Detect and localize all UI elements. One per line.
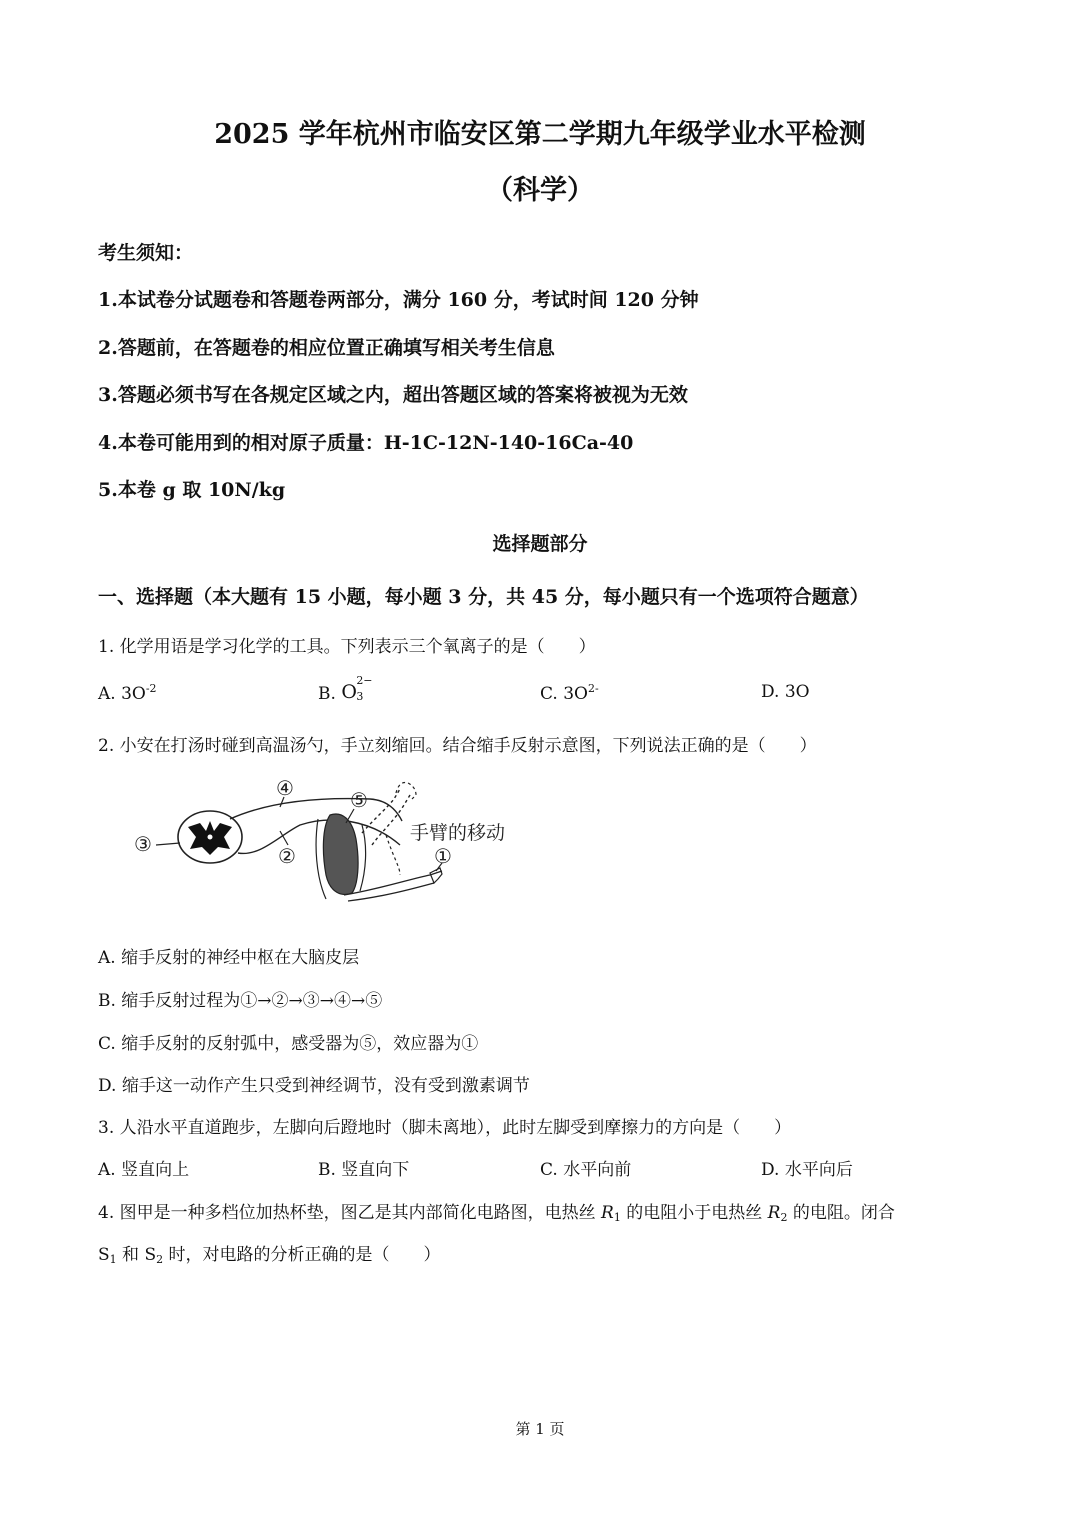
marker-2: ② xyxy=(278,844,296,868)
pointer-line xyxy=(156,843,180,845)
question-3-option-b: B. 竖直向下 xyxy=(318,1160,410,1180)
question-3-stem: 3. 人沿水平直道跑步，左脚向后蹬地时（脚未离地），此时左脚受到摩擦力的方向是（ ） xyxy=(98,1118,792,1138)
marker-4: ④ xyxy=(276,776,294,800)
notice-heading: 考生须知： xyxy=(98,242,194,264)
question-2-option-c: C. 缩手反射的反射弧中，感受器为⑤，效应器为① xyxy=(98,1034,479,1054)
notice-item-5: 5.本卷 g 取 10N/kg xyxy=(98,479,286,501)
question-2-option-d: D. 缩手这一动作产生只受到神经调节，没有受到激素调节 xyxy=(98,1076,530,1096)
reflex-arc-diagram xyxy=(130,775,530,905)
question-2-stem: 2. 小安在打汤时碰到高温汤勺，手立刻缩回。结合缩手反射示意图，下列说法正确的是（ ） xyxy=(98,736,817,756)
marker-5: ⑤ xyxy=(350,788,368,812)
motion-arc xyxy=(386,835,400,875)
notice-item-2: 2.答题前，在答题卷的相应位置正确填写相关考生信息 xyxy=(98,337,555,359)
question-1-option-c: C. $3O^{2-}$ xyxy=(540,682,599,704)
question-2-option-a: A. 缩手反射的神经中枢在大脑皮层 xyxy=(98,948,360,968)
biceps-muscle xyxy=(323,814,358,894)
marker-3: ③ xyxy=(134,832,152,856)
section-heading: 一、选择题（本大题有 15 小题，每小题 3 分，共 45 分，每小题只有一个选项符合题意） xyxy=(98,586,869,608)
question-1-stem: 1. 化学用语是学习化学的工具。下列表示三个氧离子的是（ ） xyxy=(98,637,596,657)
question-3-option-a: A. 竖直向上 xyxy=(98,1160,190,1180)
page-number: 第 1 页 xyxy=(515,1420,565,1438)
section-part: 选择题部分 xyxy=(492,533,588,555)
question-1-option-d: D. 3O xyxy=(761,682,810,702)
question-1-option-b: B. O 2− 3 xyxy=(318,674,373,704)
question-3-option-c: C. 水平向前 xyxy=(540,1160,632,1180)
central-canal xyxy=(208,835,213,840)
notice-item-3: 3.答题必须书写在各规定区域之内，超出答题区域的答案将被视为无效 xyxy=(98,384,688,406)
marker-1: ① xyxy=(434,844,452,868)
question-4-stem-line-2: $S_1$ 和 $S_2$ 时，对电路的分析正确的是（ ） xyxy=(98,1245,441,1266)
forearm xyxy=(344,871,442,895)
figure-caption: 手臂的移动 xyxy=(410,822,506,844)
question-3-option-d: D. 水平向后 xyxy=(761,1160,853,1180)
afferent-nerve xyxy=(238,820,400,854)
ozone-ion-formula: O 2− 3 xyxy=(341,674,373,703)
question-4-stem-line-1: 4. 图甲是一种多档位加热杯垫，图乙是其内部简化电路图，电热丝 $R_1$ 的电阻小于电热丝 $R_2$ 的电阻。闭合 xyxy=(98,1203,895,1224)
question-1-option-a: A. $3O^{-2}$ xyxy=(98,682,157,704)
exam-title: 2025 学年杭州市临安区第二学期九年级学业水平检测 xyxy=(214,119,866,150)
arm-outline xyxy=(360,825,366,891)
exam-subtitle: （科学） xyxy=(486,175,594,206)
notice-item-4: 4.本卷可能用到的相对原子质量：H-1C-12N-140-16Ca-40 xyxy=(98,432,634,454)
notice-item-1: 1.本试卷分试题卷和答题卷两部分，满分 160 分，考试时间 120 分钟 xyxy=(98,289,699,311)
question-2-option-b: B. 缩手反射过程为①→②→③→④→⑤ xyxy=(98,991,383,1011)
